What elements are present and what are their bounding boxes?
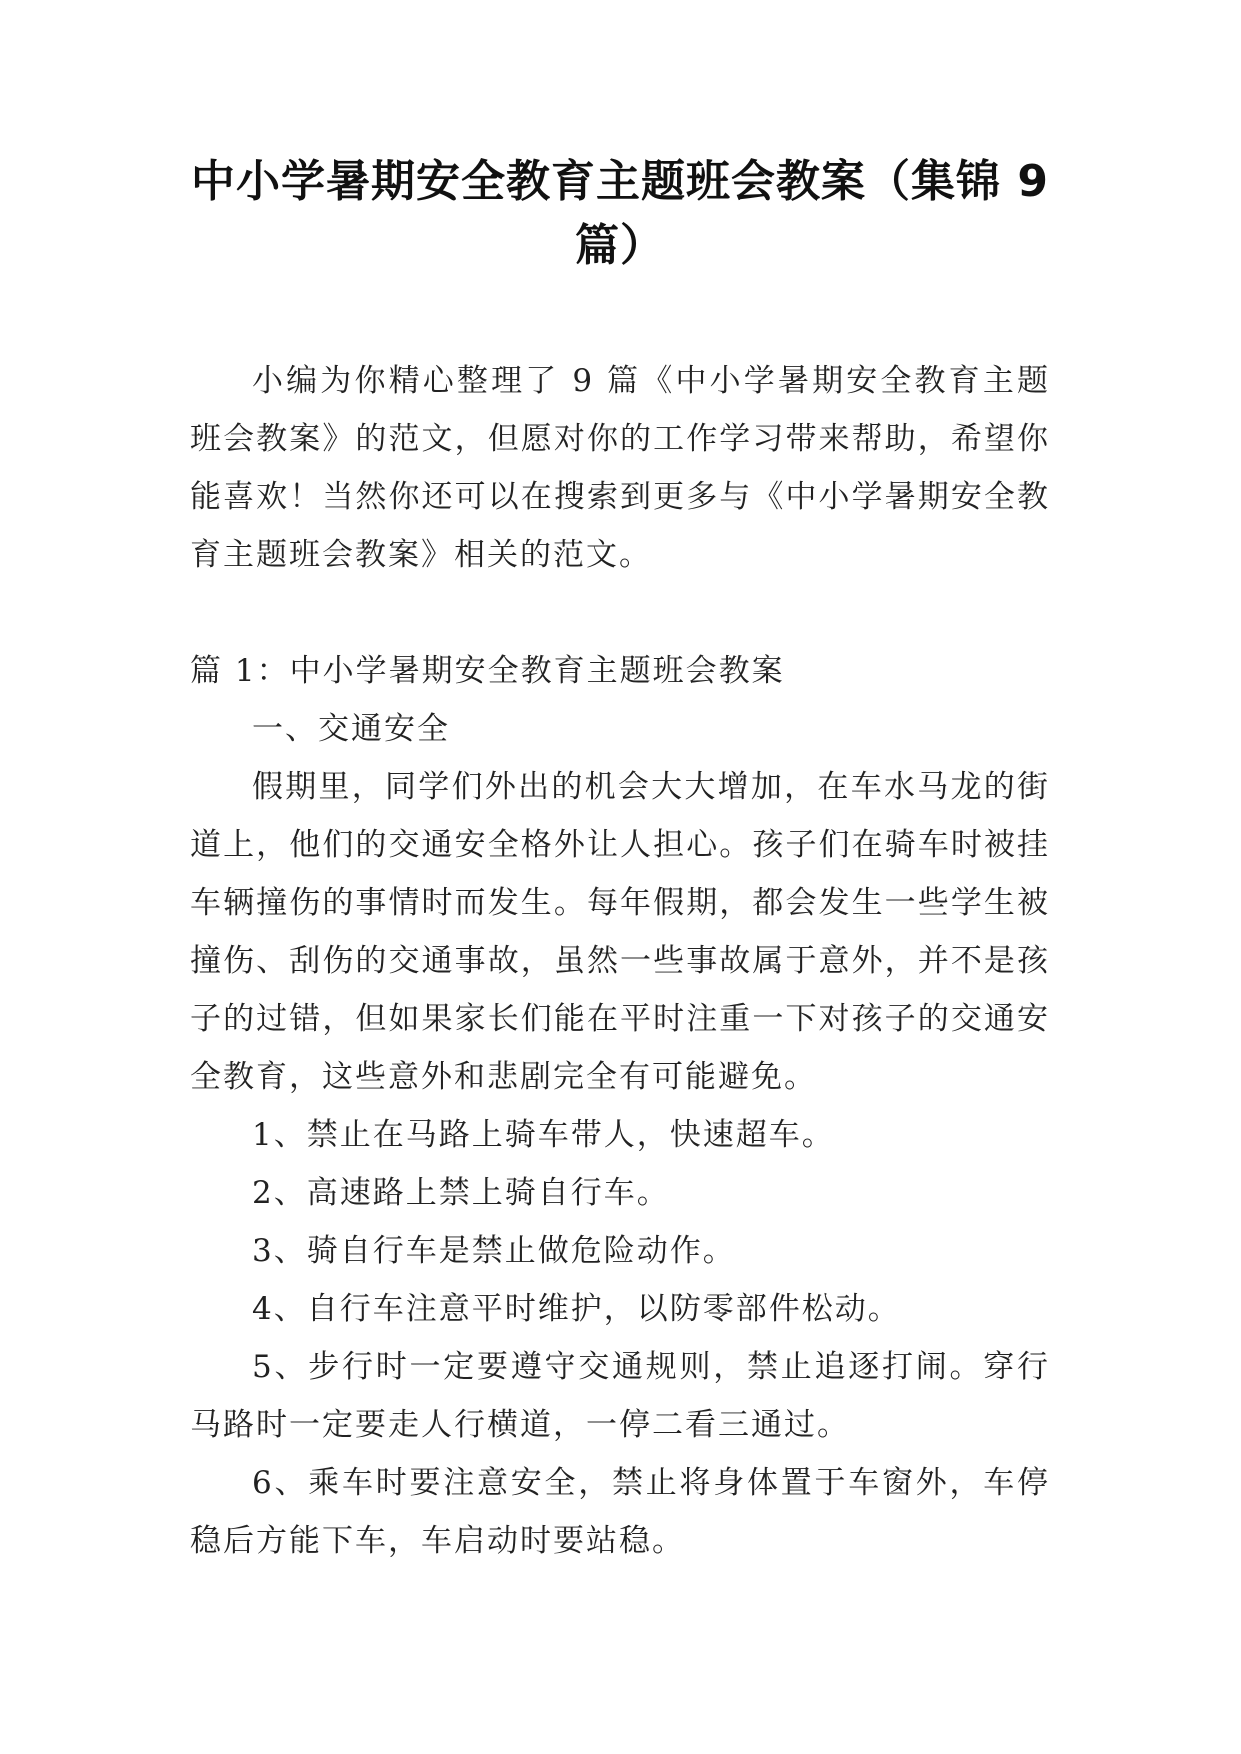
document-title: 中小学暑期安全教育主题班会教案（集锦 9 篇）: [191, 156, 1049, 271]
body-paragraph: 假期里，同学们外出的机会大大增加，在车水马龙的街道上，他们的交通安全格外让人担心。孩子们在骑车时被挂车辆撞伤的事情时而发生。每年假期，都会发生一些学生被撞伤、刮伤的交通事故，虽然一些事故属于意外，并不是孩子的过错，但如果家长们能在平时注重一下对孩子的交通安全教育，这些意外和悲剧完全有可能避免。: [190, 769, 1050, 1095]
subheading: 一、交通安全: [252, 711, 450, 747]
list-item: 1、禁止在马路上骑车带人，快速超车。: [252, 1117, 835, 1153]
list-item: 4、自行车注意平时维护，以防零部件松动。: [252, 1291, 901, 1327]
intro-paragraph: 小编为你精心整理了 9 篇《中小学暑期安全教育主题班会教案》的范文，但愿对你的工作学习带来帮助，希望你能喜欢！当然你还可以在搜索到更多与《中小学暑期安全教育主题班会教案》相关的范文。: [190, 363, 1050, 573]
list-item: 2、高速路上禁上骑自行车。: [252, 1175, 670, 1211]
document-body: [190, 352, 1050, 1570]
list-item: 6、乘车时要注意安全，禁止将身体置于车窗外，车停稳后方能下车，车启动时要站稳。: [190, 1465, 1050, 1559]
list-item: 3、骑自行车是禁止做危险动作。: [252, 1233, 736, 1269]
list-item: 5、步行时一定要遵守交通规则，禁止追逐打闹。穿行马路时一定要走人行横道，一停二看三通过。: [190, 1349, 1050, 1443]
section-heading: 篇 1：中小学暑期安全教育主题班会教案: [190, 653, 785, 689]
